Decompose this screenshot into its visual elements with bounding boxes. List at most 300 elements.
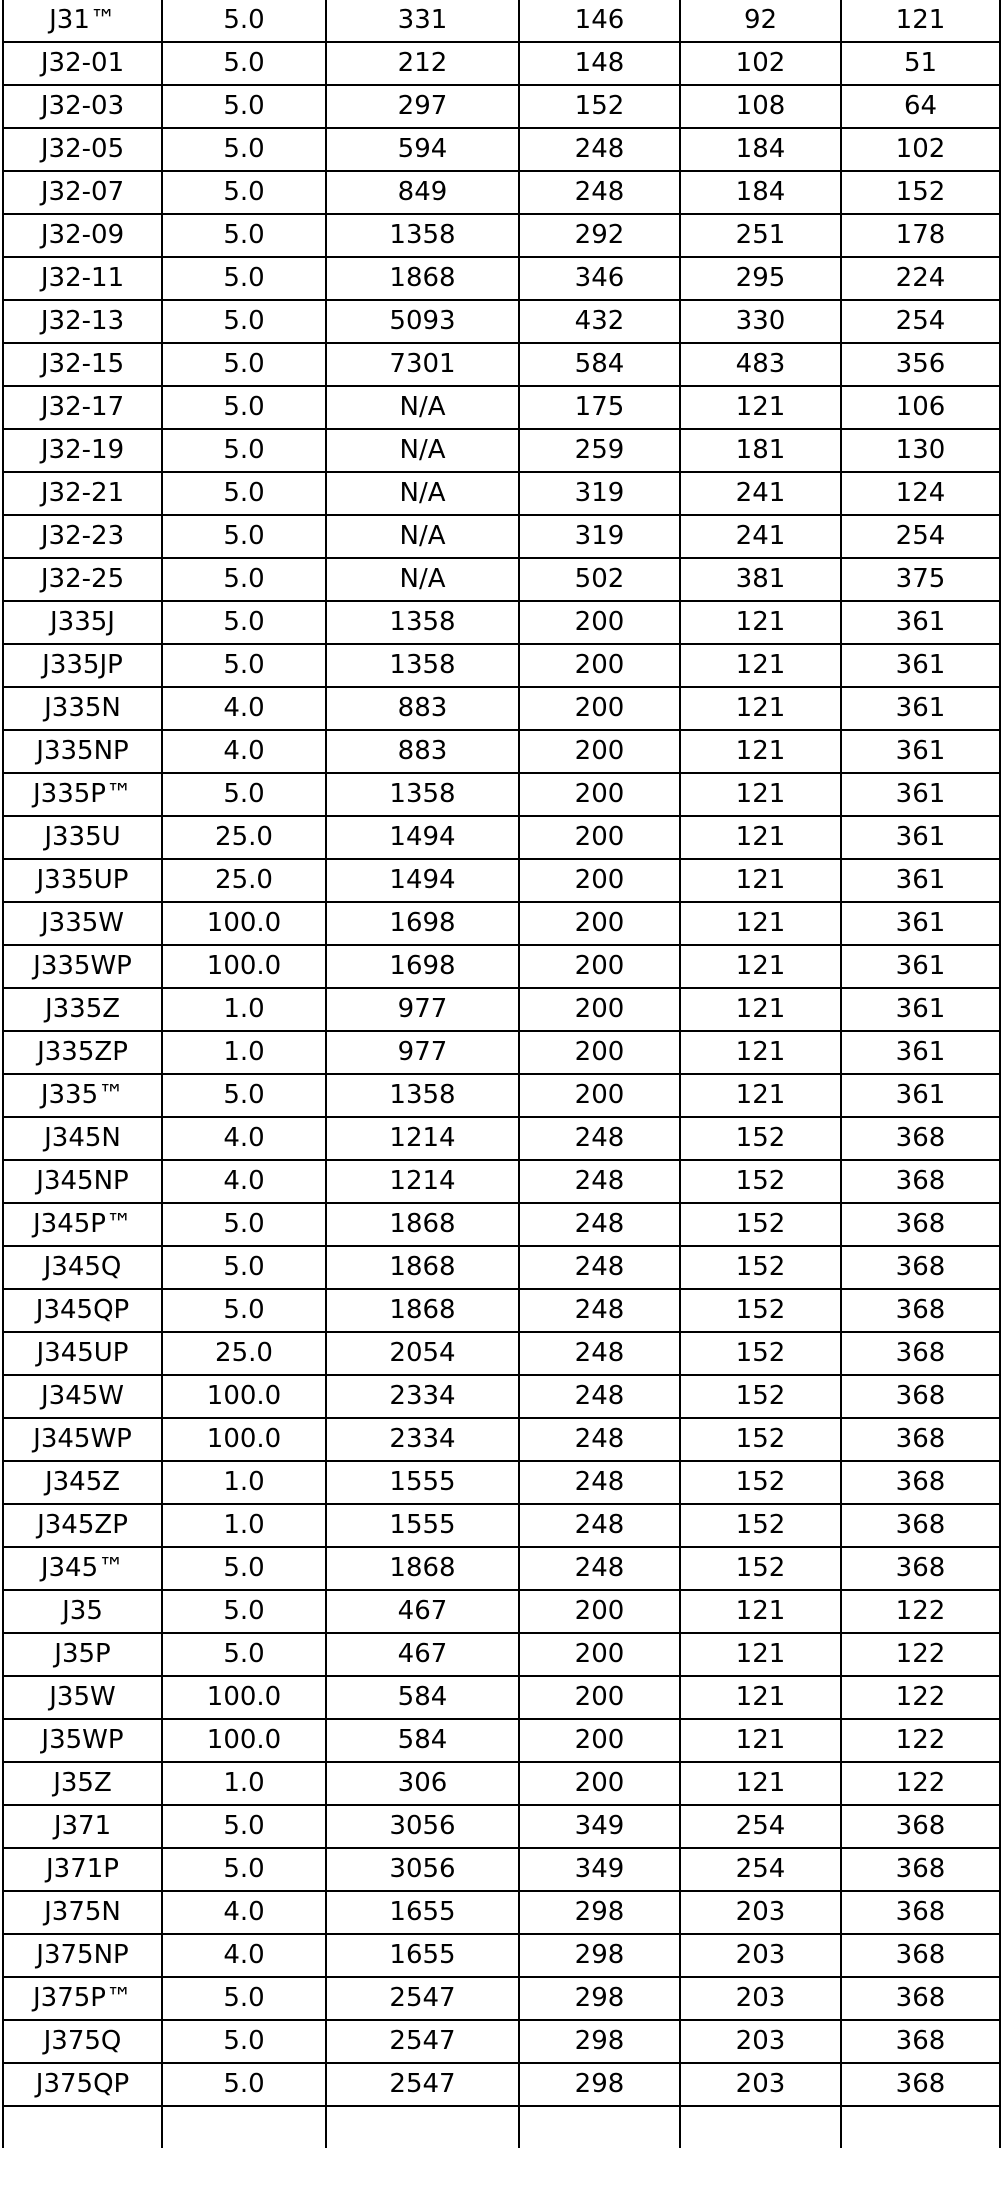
table-cell: 122: [841, 1719, 1000, 1762]
table-cell: 200: [519, 1074, 680, 1117]
table-row: [3, 171, 1000, 214]
table-cell: 977: [326, 1031, 519, 1074]
table-cell: 203: [680, 1977, 841, 2020]
table-cell: 122: [841, 1590, 1000, 1633]
table-cell: 368: [841, 1891, 1000, 1934]
table-cell: 361: [841, 1074, 1000, 1117]
table-cell: 130: [841, 429, 1000, 472]
table-cell: 1.0: [162, 1504, 326, 1547]
table-cell: 330: [680, 300, 841, 343]
table-cell: 1358: [326, 214, 519, 257]
table-cell: 100.0: [162, 902, 326, 945]
table-row: [3, 1289, 1000, 1332]
table-row: [3, 1934, 1000, 1977]
table-row: [3, 1332, 1000, 1375]
table-cell: 5.0: [162, 773, 326, 816]
table-cell: 1698: [326, 945, 519, 988]
table-cell: 5.0: [162, 1977, 326, 2020]
table-cell: 368: [841, 1375, 1000, 1418]
table-cell: 152: [680, 1246, 841, 1289]
table-cell: 121: [680, 1590, 841, 1633]
table-cell: 467: [326, 1633, 519, 1676]
table-cell: 200: [519, 644, 680, 687]
table-cell: 241: [680, 472, 841, 515]
table-row: [3, 85, 1000, 128]
table-cell: 1.0: [162, 1461, 326, 1504]
table-cell: 121: [680, 1031, 841, 1074]
table-cell: 1868: [326, 1203, 519, 1246]
table-cell: 2334: [326, 1418, 519, 1461]
table-row: [3, 687, 1000, 730]
table-cell: 203: [680, 2020, 841, 2063]
table-cell: J335W: [3, 902, 162, 945]
table-cell: 4.0: [162, 1934, 326, 1977]
table-cell: 200: [519, 1590, 680, 1633]
table-cell: 200: [519, 945, 680, 988]
table-row: [3, 1504, 1000, 1547]
table-cell: 297: [326, 85, 519, 128]
table-cell: 1358: [326, 773, 519, 816]
table-cell: 1214: [326, 1160, 519, 1203]
table-cell: 248: [519, 1504, 680, 1547]
table-cell: 200: [519, 730, 680, 773]
table-cell: 5.0: [162, 42, 326, 85]
table-cell: 368: [841, 1805, 1000, 1848]
table-cell: 361: [841, 859, 1000, 902]
table-cell: 121: [680, 601, 841, 644]
table-cell: 368: [841, 1160, 1000, 1203]
table-cell: 100.0: [162, 945, 326, 988]
table-cell: 1655: [326, 1934, 519, 1977]
table-cell: 200: [519, 902, 680, 945]
table-cell: 5.0: [162, 558, 326, 601]
table-cell: 152: [680, 1160, 841, 1203]
table-row: [3, 1848, 1000, 1891]
table-cell: N/A: [326, 515, 519, 558]
table-cell: 152: [680, 1289, 841, 1332]
table-cell: 346: [519, 257, 680, 300]
table-cell: 51: [841, 42, 1000, 85]
table-cell: J32-13: [3, 300, 162, 343]
table-cell: 248: [519, 171, 680, 214]
table-cell: J32-11: [3, 257, 162, 300]
table-row: [3, 601, 1000, 644]
table-row: [3, 730, 1000, 773]
table-cell: J335WP: [3, 945, 162, 988]
table-cell: J35WP: [3, 1719, 162, 1762]
table-cell: 152: [680, 1117, 841, 1160]
table-cell: 100.0: [162, 1418, 326, 1461]
product-spec-table: [2, 0, 1001, 2148]
table-cell: 5.0: [162, 515, 326, 558]
table-cell: 100.0: [162, 1719, 326, 1762]
table-cell: 883: [326, 687, 519, 730]
table-cell: 200: [519, 859, 680, 902]
table-row: [3, 128, 1000, 171]
table-cell: 248: [519, 1160, 680, 1203]
table-cell: 4.0: [162, 1160, 326, 1203]
table-cell: 361: [841, 1031, 1000, 1074]
table-cell: 368: [841, 1332, 1000, 1375]
table-cell: J345P™: [3, 1203, 162, 1246]
table-cell: 361: [841, 601, 1000, 644]
table-row-cutoff-bottom: [3, 2106, 1000, 2148]
table-cell: N/A: [326, 386, 519, 429]
table-cell: J335Z: [3, 988, 162, 1031]
table-row: [3, 1074, 1000, 1117]
table-cell: J335NP: [3, 730, 162, 773]
table-cell: [326, 2106, 519, 2148]
table-row: [3, 1547, 1000, 1590]
table-cell: 361: [841, 988, 1000, 1031]
table-cell: 5093: [326, 300, 519, 343]
table-row: [3, 42, 1000, 85]
table-cell: J335UP: [3, 859, 162, 902]
table-cell: J345Z: [3, 1461, 162, 1504]
table-cell: 298: [519, 1934, 680, 1977]
table-cell: 2547: [326, 2063, 519, 2106]
table-cell: J32-03: [3, 85, 162, 128]
table-cell: 248: [519, 1117, 680, 1160]
table-cell: 1.0: [162, 988, 326, 1031]
table-row: [3, 1418, 1000, 1461]
table-cell: 5.0: [162, 1805, 326, 1848]
table-cell: 5.0: [162, 1547, 326, 1590]
table-cell: J35W: [3, 1676, 162, 1719]
table-row: [3, 386, 1000, 429]
table-cell: J32-05: [3, 128, 162, 171]
table-row: [3, 1117, 1000, 1160]
table-cell: 5.0: [162, 429, 326, 472]
table-cell: 200: [519, 1031, 680, 1074]
table-cell: 152: [841, 171, 1000, 214]
table-cell: 64: [841, 85, 1000, 128]
table-cell: 502: [519, 558, 680, 601]
table-cell: J345WP: [3, 1418, 162, 1461]
table-cell: 356: [841, 343, 1000, 386]
table-cell: J32-15: [3, 343, 162, 386]
table-row: [3, 1805, 1000, 1848]
table-row: [3, 773, 1000, 816]
table-cell: 1868: [326, 1246, 519, 1289]
table-cell: 368: [841, 1547, 1000, 1590]
table-cell: 200: [519, 1719, 680, 1762]
table-cell: 883: [326, 730, 519, 773]
table-cell: 1494: [326, 859, 519, 902]
table-cell: 5.0: [162, 0, 326, 42]
table-cell: 1494: [326, 816, 519, 859]
table-cell: J335J: [3, 601, 162, 644]
table-cell: 121: [680, 1719, 841, 1762]
table-cell: 1868: [326, 257, 519, 300]
table-cell: 1358: [326, 644, 519, 687]
table-cell: 368: [841, 1504, 1000, 1547]
table-cell: 203: [680, 1934, 841, 1977]
table-row: [3, 1203, 1000, 1246]
table-cell: 5.0: [162, 300, 326, 343]
table-row: [3, 1590, 1000, 1633]
table-cell: 1555: [326, 1461, 519, 1504]
table-cell: 200: [519, 773, 680, 816]
table-cell: 368: [841, 2063, 1000, 2106]
table-row: [3, 902, 1000, 945]
table-cell: 584: [326, 1719, 519, 1762]
table-cell: 5.0: [162, 343, 326, 386]
table-row: [3, 1461, 1000, 1504]
table-cell: 368: [841, 1977, 1000, 2020]
table-cell: 248: [519, 128, 680, 171]
table-cell: 5.0: [162, 171, 326, 214]
table-cell: J35Z: [3, 1762, 162, 1805]
table-cell: 248: [519, 1418, 680, 1461]
table-cell: 152: [680, 1504, 841, 1547]
table-cell: 306: [326, 1762, 519, 1805]
table-cell: 121: [680, 386, 841, 429]
table-cell: 251: [680, 214, 841, 257]
table-cell: J335™: [3, 1074, 162, 1117]
table-cell: 121: [680, 988, 841, 1031]
table-cell: J345ZP: [3, 1504, 162, 1547]
table-cell: J335U: [3, 816, 162, 859]
table-cell: 92: [680, 0, 841, 42]
table-row: [3, 1246, 1000, 1289]
table-row: [3, 1977, 1000, 2020]
table-cell: 152: [680, 1203, 841, 1246]
table-cell: 361: [841, 902, 1000, 945]
table-row: [3, 1160, 1000, 1203]
table-cell: 121: [680, 1633, 841, 1676]
table-cell: N/A: [326, 558, 519, 601]
table-cell: 121: [680, 1074, 841, 1117]
table-cell: 121: [680, 730, 841, 773]
table-cell: 584: [326, 1676, 519, 1719]
table-cell: 2547: [326, 2020, 519, 2063]
table-cell: 331: [326, 0, 519, 42]
table-cell: 5.0: [162, 85, 326, 128]
table-row: [3, 1762, 1000, 1805]
table-cell: 361: [841, 945, 1000, 988]
table-cell: 5.0: [162, 1246, 326, 1289]
table-cell: 106: [841, 386, 1000, 429]
table-cell: 292: [519, 214, 680, 257]
table-cell: 25.0: [162, 859, 326, 902]
table-cell: 319: [519, 472, 680, 515]
table-body: [3, 0, 1000, 2148]
table-cell: 1.0: [162, 1762, 326, 1805]
table-cell: 200: [519, 1676, 680, 1719]
data-table-container: [2, 0, 999, 2148]
table-cell: 25.0: [162, 816, 326, 859]
table-cell: 584: [519, 343, 680, 386]
table-cell: 4.0: [162, 1117, 326, 1160]
table-row: [3, 1031, 1000, 1074]
table-cell: 5.0: [162, 257, 326, 300]
table-cell: 200: [519, 1762, 680, 1805]
table-cell: 184: [680, 171, 841, 214]
table-cell: 254: [841, 300, 1000, 343]
table-row: [3, 859, 1000, 902]
table-cell: J371: [3, 1805, 162, 1848]
table-cell: 1555: [326, 1504, 519, 1547]
table-row: [3, 945, 1000, 988]
table-cell: N/A: [326, 429, 519, 472]
table-cell: 361: [841, 644, 1000, 687]
table-row: [3, 988, 1000, 1031]
table-row: [3, 1633, 1000, 1676]
table-cell: 3056: [326, 1848, 519, 1891]
table-cell: 203: [680, 2063, 841, 2106]
table-cell: 5.0: [162, 601, 326, 644]
table-cell: 5.0: [162, 1203, 326, 1246]
table-cell: 381: [680, 558, 841, 601]
table-cell: J32-19: [3, 429, 162, 472]
table-cell: 319: [519, 515, 680, 558]
table-cell: 4.0: [162, 730, 326, 773]
table-cell: 121: [680, 644, 841, 687]
table-cell: J31™: [3, 0, 162, 42]
table-cell: J335ZP: [3, 1031, 162, 1074]
table-cell: 184: [680, 128, 841, 171]
table-cell: 5.0: [162, 472, 326, 515]
table-cell: 1358: [326, 601, 519, 644]
table-cell: J32-23: [3, 515, 162, 558]
table-cell: 368: [841, 1117, 1000, 1160]
table-cell: 368: [841, 2020, 1000, 2063]
table-cell: 375: [841, 558, 1000, 601]
table-cell: J32-17: [3, 386, 162, 429]
table-cell: 1655: [326, 1891, 519, 1934]
table-cell: 248: [519, 1461, 680, 1504]
table-cell: 121: [680, 945, 841, 988]
table-cell: [680, 2106, 841, 2148]
table-cell: 368: [841, 1848, 1000, 1891]
table-cell: 100.0: [162, 1375, 326, 1418]
table-cell: 121: [680, 773, 841, 816]
table-cell: 200: [519, 1633, 680, 1676]
table-cell: J32-25: [3, 558, 162, 601]
table-cell: 100.0: [162, 1676, 326, 1719]
table-cell: 152: [680, 1547, 841, 1590]
table-cell: J35: [3, 1590, 162, 1633]
table-cell: 203: [680, 1891, 841, 1934]
table-cell: 259: [519, 429, 680, 472]
table-cell: 121: [680, 687, 841, 730]
table-cell: 295: [680, 257, 841, 300]
table-cell: [162, 2106, 326, 2148]
table-cell: 5.0: [162, 386, 326, 429]
table-cell: 152: [680, 1332, 841, 1375]
table-cell: 122: [841, 1676, 1000, 1719]
table-cell: 5.0: [162, 128, 326, 171]
table-cell: 368: [841, 1934, 1000, 1977]
table-cell: 361: [841, 730, 1000, 773]
table-cell: 2054: [326, 1332, 519, 1375]
table-cell: J32-07: [3, 171, 162, 214]
table-cell: J345W: [3, 1375, 162, 1418]
table-cell: 1214: [326, 1117, 519, 1160]
table-cell: 361: [841, 773, 1000, 816]
table-row: [3, 558, 1000, 601]
table-cell: 5.0: [162, 1074, 326, 1117]
table-cell: 368: [841, 1418, 1000, 1461]
table-cell: 298: [519, 2063, 680, 2106]
table-cell: 349: [519, 1805, 680, 1848]
table-row: [3, 2020, 1000, 2063]
table-row: [3, 0, 1000, 42]
table-cell: 108: [680, 85, 841, 128]
table-cell: 467: [326, 1590, 519, 1633]
table-cell: 361: [841, 816, 1000, 859]
table-cell: 102: [841, 128, 1000, 171]
table-row: [3, 816, 1000, 859]
table-cell: 298: [519, 1977, 680, 2020]
table-cell: J345™: [3, 1547, 162, 1590]
table-cell: 5.0: [162, 1590, 326, 1633]
table-cell: 4.0: [162, 1891, 326, 1934]
table-cell: J32-09: [3, 214, 162, 257]
table-cell: J375NP: [3, 1934, 162, 1977]
table-cell: 102: [680, 42, 841, 85]
table-row: [3, 2063, 1000, 2106]
table-cell: 212: [326, 42, 519, 85]
table-row: [3, 257, 1000, 300]
table-cell: 5.0: [162, 1289, 326, 1332]
table-cell: 1698: [326, 902, 519, 945]
table-row: [3, 1719, 1000, 1762]
table-cell: 200: [519, 816, 680, 859]
table-cell: 178: [841, 214, 1000, 257]
table-cell: 122: [841, 1633, 1000, 1676]
table-cell: 432: [519, 300, 680, 343]
table-cell: J345Q: [3, 1246, 162, 1289]
table-cell: J375N: [3, 1891, 162, 1934]
table-cell: 5.0: [162, 644, 326, 687]
table-cell: [3, 2106, 162, 2148]
table-cell: 200: [519, 988, 680, 1031]
table-cell: 298: [519, 1891, 680, 1934]
table-cell: 146: [519, 0, 680, 42]
table-cell: 3056: [326, 1805, 519, 1848]
table-cell: 5.0: [162, 214, 326, 257]
table-cell: 121: [680, 859, 841, 902]
table-cell: 254: [841, 515, 1000, 558]
table-row: [3, 1891, 1000, 1934]
table-cell: 1.0: [162, 1031, 326, 1074]
table-cell: 224: [841, 257, 1000, 300]
table-cell: 254: [680, 1805, 841, 1848]
table-cell: 200: [519, 687, 680, 730]
table-cell: J335JP: [3, 644, 162, 687]
table-cell: 977: [326, 988, 519, 1031]
table-cell: 148: [519, 42, 680, 85]
table-cell: 254: [680, 1848, 841, 1891]
table-cell: J375Q: [3, 2020, 162, 2063]
table-cell: J345NP: [3, 1160, 162, 1203]
table-row: [3, 343, 1000, 386]
table-cell: J345N: [3, 1117, 162, 1160]
table-cell: N/A: [326, 472, 519, 515]
table-cell: 248: [519, 1289, 680, 1332]
table-cell: 248: [519, 1547, 680, 1590]
table-cell: 1358: [326, 1074, 519, 1117]
table-cell: 483: [680, 343, 841, 386]
table-cell: 361: [841, 687, 1000, 730]
table-cell: 368: [841, 1203, 1000, 1246]
table-cell: 298: [519, 2020, 680, 2063]
table-cell: J32-01: [3, 42, 162, 85]
table-cell: J371P: [3, 1848, 162, 1891]
table-cell: 241: [680, 515, 841, 558]
